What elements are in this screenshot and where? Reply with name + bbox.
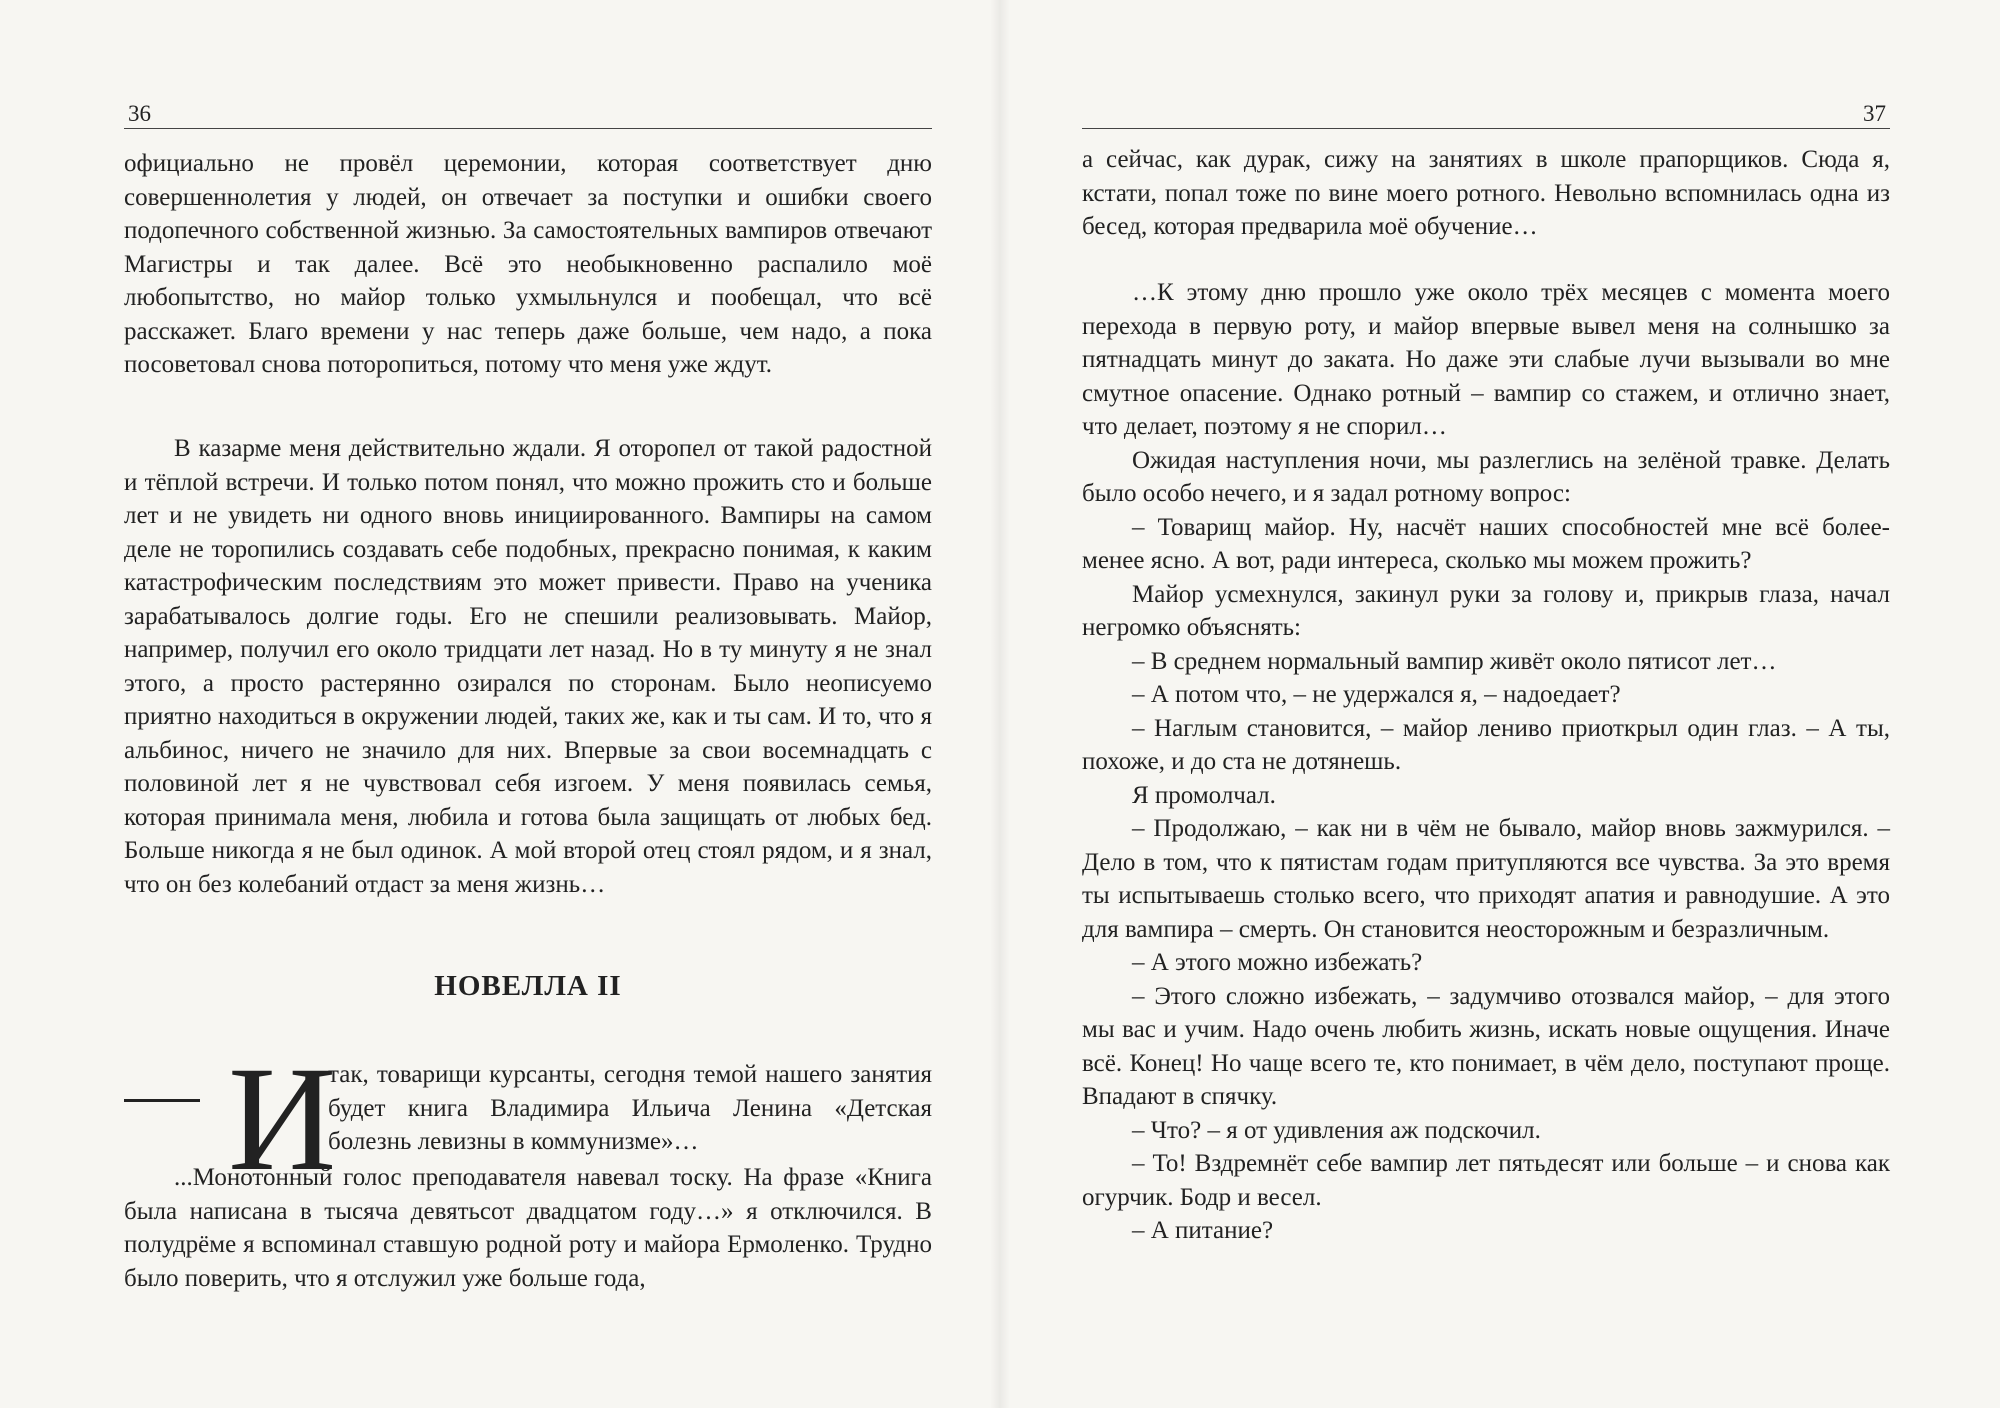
dialogue-line: – А потом что, – не удержался я, – надоедает? <box>1132 681 1621 708</box>
page-number-left: 36 <box>128 101 151 126</box>
paragraph: ...Монотонный голос преподавателя навевал тоску. На фразе «Книга была написана в тысяча девятьсот двадцатом году…» я отключился. В полудрёме я вспоминал ставшую родной роту и майора Ермоленко. Трудно было поверить, что я отслужил уже больше года, <box>124 1164 932 1292</box>
dialogue-line: – То! Вздремнёт себе вампир лет пятьдесят или больше – и снова как огурчик. Бодр и весел. <box>1082 1150 1890 1211</box>
right-text-top <box>1082 143 1890 244</box>
paragraph: Я промолчал. <box>1132 781 1276 809</box>
paragraph: официально не провёл церемонии, которая соответствует дню совершеннолетия у людей, он отвечает за поступки и ошибки своего подопечного собственной жизнью. За самостоятельных вампиров отвечают Магистры и так далее. Всё это необыкновенно распалило моё любопытство, но майор только ухмыльнулся и пообещал, что всё расскажет. Благо времени у нас теперь даже больше, чем надо, а пока посоветовал снова поторопиться, потому что меня уже ждут. <box>124 150 932 378</box>
drop-cap-letter: И <box>228 1036 337 1202</box>
paragraph: Майор усмехнулся, закинул руки за голову и, прикрыв глаза, начал негромко объяснять: <box>1082 580 1890 641</box>
paragraph: …К этому дню прошло уже около трёх месяцев с момента моего перехода в первую роту, и майор впервые вывел меня на солнышко за пятнадцать минут до заката. Но даже эти слабые лучи вызывали во мне смутное опасение. Однако ротный – вампир со стажем, и отлично знает, что делает, поэтому я не спорил… <box>1082 279 1890 440</box>
left-running-head <box>124 98 932 129</box>
dialogue-line: – В среднем нормальный вампир живёт около пятисот лет… <box>1132 647 1777 675</box>
paragraph: а сейчас, как дурак, сижу на занятиях в школе прапорщиков. Сюда я, кстати, попал тоже по вине моего ротного. Невольно вспомнилась одна из бесед, которая предварила моё обучение… <box>1082 146 1890 240</box>
dialogue-line: – Наглым становится, – майор лениво приоткрыл один глаз. – А ты, похоже, и до ста не дотянешь. <box>1082 714 1890 775</box>
paragraph: так, товарищи курсанты, сегодня темой нашего занятия будет книга Владимира Ильича Ленина «Детская болезнь левизны в коммунизме»… <box>328 1061 932 1155</box>
dialogue-line: – Продолжаю, – как ни в чём не бывало, майор вновь зажмурился. – Дело в том, что к пятистам годам притупляются все чувства. За это время ты испытываешь столько всего, что приходят апатия и равнодушие. А это для вампира – смерть. Он становится неосторожным и безразличным. <box>1082 815 1890 943</box>
dialogue-line: – Товарищ майор. Ну, насчёт наших способностей мне всё более-менее ясно. А вот, ради интереса, сколько мы можем прожить? <box>1082 513 1890 574</box>
right-text-main <box>1082 276 1890 1248</box>
chapter-title: НОВЕЛЛА II <box>434 970 622 1002</box>
left-text-middle <box>124 432 932 901</box>
page-number-right: 37 <box>1863 101 1886 126</box>
left-text-top <box>124 147 932 382</box>
dialogue-line: – Этого сложно избежать, – задумчиво отозвался майор, – для этого мы вас и учим. Надо очень любить жизнь, искать новые ощущения. Иначе всё. Конец! Но чаще всего те, кто понимает, в чём дело, поступают проще. Впадают в спячку. <box>1082 982 1890 1110</box>
paragraph: В казарме меня действительно ждали. Я оторопел от такой радостной и тёплой встречи. И только потом понял, что можно прожить сто и больше лет и не увидеть ни одного вновь инициированного. Вампиры на самом деле не торопились создавать себе подобных, прекрасно понимая, к каким катастрофическим последствиям это может привести. Право на ученика зарабатывалось долгие годы. Его не спешили реализовывать. Майор, например, получил его около тридцати лет назад. Но в ту минуту я не знал этого, а просто растерянно озирался по сторонам. Было неописуемо приятно находиться в окружении людей, таких же, как и ты сам. И то, что я альбинос, ничего не значило для них. Впервые за свои восемнадцать с половиной лет я не чувствовал себя изгоем. У меня появилась семья, которая принимала меня, любила и готова была защищать от любых бед. Больше никогда я не был одинок. А мой второй отец стоял рядом, и я знал, что он без колебаний отдаст за меня жизнь… <box>124 435 932 898</box>
paragraph: Ожидая наступления ночи, мы разлеглись на зелёной травке. Делать было особо нечего, и я задал ротному вопрос: <box>1082 446 1890 507</box>
dialogue-line: – А этого можно избежать? <box>1132 949 1423 976</box>
drop-cap-text <box>328 1058 932 1159</box>
right-page <box>1000 0 2000 1408</box>
left-text-bottom <box>124 1161 932 1295</box>
dialogue-line: – А питание? <box>1132 1217 1274 1244</box>
right-running-head <box>1082 98 1890 129</box>
dialogue-line: – Что? – я от удивления аж подскочил. <box>1132 1116 1541 1144</box>
em-dash <box>124 1099 200 1102</box>
